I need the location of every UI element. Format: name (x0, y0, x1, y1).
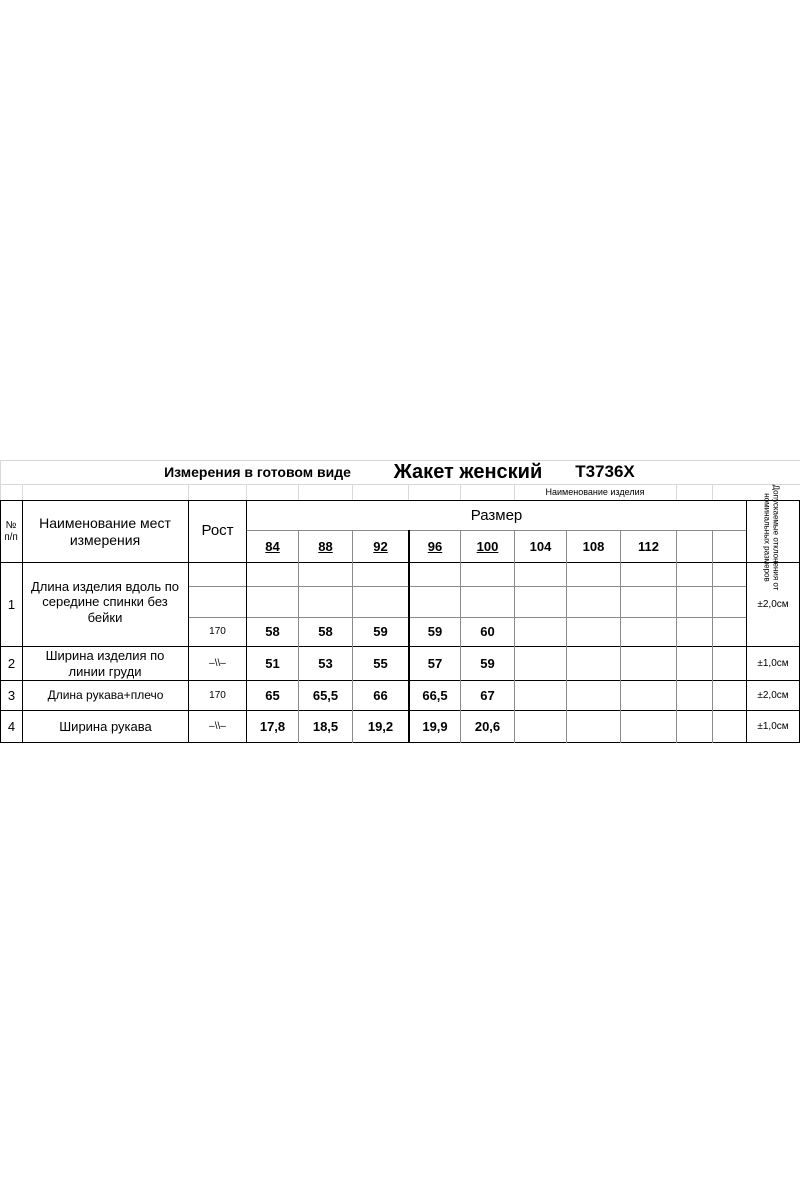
value-cell: 18,5 (312, 718, 339, 734)
col-header-size: Размер (470, 506, 523, 524)
size-108: 108 (582, 538, 605, 554)
row-height: –\\– (209, 657, 226, 669)
row-height: –\\– (209, 720, 226, 732)
row-number: 4 (7, 718, 16, 734)
row-measure-name: Ширина рукава (59, 718, 152, 734)
value-cell: 58 (318, 624, 333, 640)
value-cell: 58 (265, 624, 280, 640)
product-name-caption: Наименование изделия (545, 486, 645, 497)
value-cell: 66,5 (422, 687, 448, 703)
value-cell: 51 (265, 655, 280, 671)
col-header-measure-name: Наименование мест измерения (39, 515, 171, 548)
row-tolerance: ±1,0см (757, 657, 789, 669)
row-number: 3 (7, 687, 16, 703)
row-number: 2 (7, 655, 16, 671)
row-measure-name: Длина изделия вдоль по середине спинки без бейки (30, 578, 180, 625)
model-code: Т3736Х (575, 461, 635, 481)
value-cell: 57 (427, 655, 443, 671)
value-cell: 55 (373, 655, 388, 671)
value-cell: 65,5 (312, 687, 339, 703)
col-header-height: Рост (201, 522, 234, 539)
row-measure-name: Ширина изделия по линии груди (45, 647, 165, 679)
value-cell: 19,2 (367, 718, 394, 734)
row-tolerance: ±2,0см (757, 598, 789, 610)
row-tolerance: ±2,0см (757, 689, 789, 701)
size-84: 84 (265, 538, 280, 554)
sheet-subtitle: Измерения в готовом виде (164, 463, 351, 480)
value-cell: 65 (265, 687, 280, 703)
value-cell: 20,6 (474, 718, 501, 734)
value-cell: 59 (373, 624, 388, 640)
value-cell: 59 (427, 624, 443, 640)
product-title: Жакет женский (393, 461, 543, 483)
col-header-tolerance: Допускаемые отклонения от номинальных размеров (763, 484, 781, 591)
size-100: 100 (476, 538, 499, 554)
row-height: 170 (209, 689, 226, 701)
value-cell: 67 (480, 687, 495, 703)
value-cell: 19,9 (422, 718, 448, 734)
size-112: 112 (638, 538, 659, 554)
row-tolerance: ±1,0см (757, 720, 789, 732)
row-number: 1 (7, 596, 16, 612)
size-88: 88 (318, 538, 333, 554)
row-height: 170 (209, 626, 226, 637)
row-measure-name: Длина рукава+плечо (47, 688, 164, 703)
value-cell: 53 (318, 655, 333, 671)
size-96: 96 (427, 538, 443, 554)
size-92: 92 (373, 538, 388, 554)
col-header-no: № п/п (4, 520, 18, 543)
size-104: 104 (529, 538, 552, 554)
value-cell: 59 (480, 655, 495, 671)
value-cell: 60 (480, 624, 495, 640)
measurement-sheet (0, 460, 800, 743)
value-cell: 17,8 (259, 718, 286, 734)
value-cell: 66 (373, 687, 388, 703)
